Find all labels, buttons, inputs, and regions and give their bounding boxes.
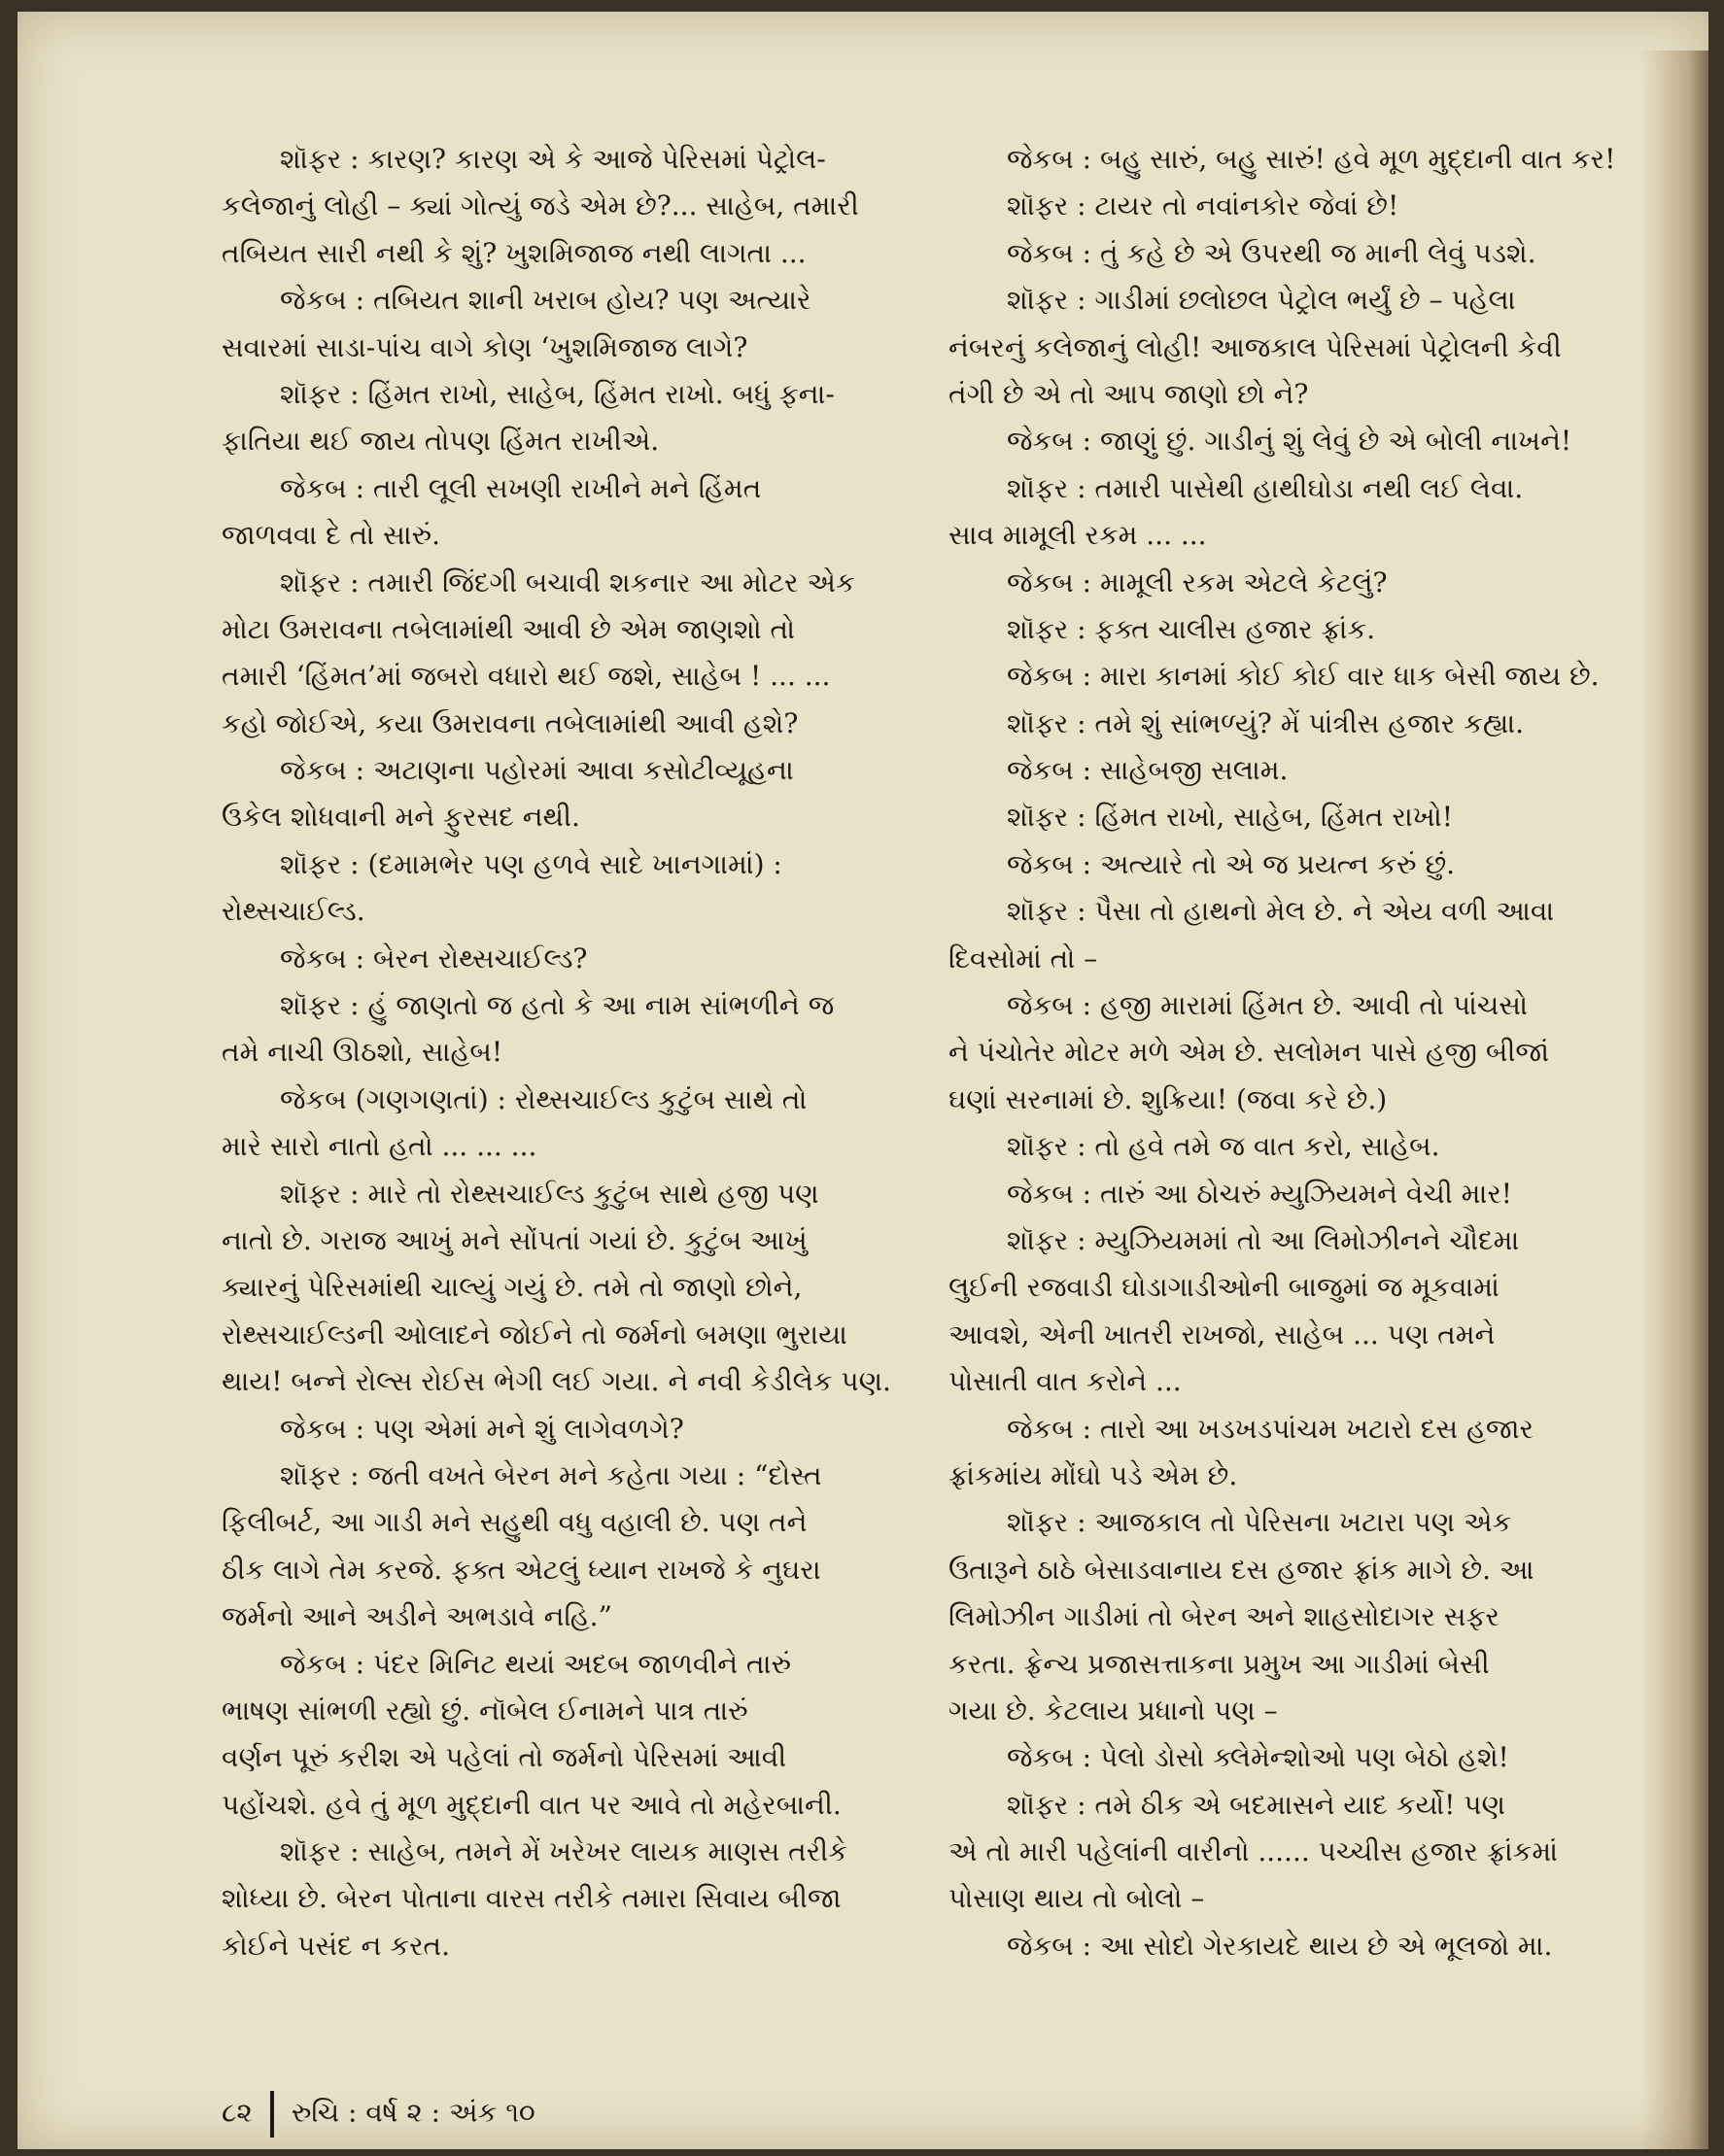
text-line: સાવ મામૂલી રકમ ... ... <box>948 519 1207 552</box>
text-line: ઘણાં સરનામાં છે. શુક્રિયા! (જવા કરે છે.) <box>948 1082 1388 1115</box>
magazine-page <box>17 12 1708 2149</box>
text-line: ઉકેલ શોધવાની મને ફુરસદ નથી. <box>222 801 580 834</box>
text-line: જેકબ : પેલો ડોસો ક્લેમેન્શોઓ પણ બેઠો હશે! <box>1007 1741 1509 1774</box>
text-line: કહો જોઈએ, કયા ઉમરાવના તબેલામાંથી આવી હશે? <box>222 706 799 739</box>
text-line: શૉફર : મ્યુઝિયમમાં તો આ લિમોઝીનને ચૌદમા <box>1007 1223 1520 1256</box>
text-line: ભાષણ સાંભળી રહ્યો છું. નૉબેલ ઈનામને પાત્ર તારું <box>222 1694 748 1727</box>
text-line: શૉફર : પૈસા તો હાથનો મેલ છે. ને એય વળી આવા <box>1007 895 1555 928</box>
text-line: જેકબ : આ સોદો ગેરકાયદે થાય છે એ ભૂલજો મા. <box>1007 1929 1553 1962</box>
footer-divider <box>270 2091 274 2138</box>
text-line: પોસાણ થાય તો બોલો – <box>948 1882 1205 1915</box>
text-line: શૉફર : આજકાલ તો પેરિસના ખટારા પણ એક <box>1007 1506 1512 1539</box>
text-line: રોથ્સચાઈલ્ડ. <box>222 895 365 928</box>
text-line: લિમોઝીન ગાડીમાં તો બેરન અને શાહસોદાગર સફર <box>948 1600 1500 1633</box>
text-line: પોસાતી વાત કરોને ... <box>948 1365 1182 1398</box>
text-line: તમારી ‘હિંમત’માં જબરો વધારો થઈ જશે, સાહેબ ! ... ... <box>222 660 831 693</box>
text-line: રોથ્સચાઈલ્ડની ઓલાદને જોઈને તો જર્મનો બમણા ભુરાયા <box>222 1318 847 1351</box>
text-line: શોધ્યા છે. બેરન પોતાના વારસ તરીકે તમારા સિવાય બીજા <box>222 1882 842 1915</box>
text-line: શૉફર : (દમામભેર પણ હળવે સાદે ખાનગામાં) : <box>280 847 782 880</box>
page-footer <box>222 2091 535 2138</box>
text-line: ને પંચોતેર મોટર મળે એમ છે. સલોમન પાસે હજી બીજાં <box>948 1036 1549 1069</box>
text-line: જેકબ : મામૂલી રકમ એટલે કેટલું? <box>1007 565 1388 599</box>
text-line: શૉફર : ગાડીમાં છલોછલ પેટ્રોલ ભર્યું છે – પહેલા <box>1007 284 1516 317</box>
text-line: જેકબ : તારું આ ઠોચરું મ્યુઝિયમને વેચી માર! <box>1007 1177 1513 1210</box>
text-line: ગયા છે. કેટલાય પ્રધાનો પણ – <box>948 1694 1278 1727</box>
text-line: જેકબ : સાહેબજી સલામ. <box>1007 754 1289 787</box>
magazine-issue: રુચિ : વર્ષ ૨ : અંક ૧૦ <box>291 2096 535 2129</box>
text-line: સવારમાં સાડા-પાંચ વાગે કોણ ‘ખુશમિજાજ લાગે? <box>222 330 748 363</box>
text-line: જેકબ (ગણગણતાં) : રોથ્સચાઈલ્ડ કુટુંબ સાથે તો <box>280 1082 808 1115</box>
text-line: તમે નાચી ઊઠશો, સાહેબ! <box>222 1036 503 1069</box>
text-line: શૉફર : ટાયર તો નવાંનકોર જેવાં છે! <box>1007 189 1399 222</box>
text-line: જેકબ : તું કહે છે એ ઉપરથી જ માની લેવું પડશે. <box>1007 236 1536 269</box>
page-edge-stain <box>1640 51 1708 2149</box>
text-line: ઉતારૂને ઠાઠે બેસાડવાનાય દસ હજાર ફ્રાંક માગે છે. આ <box>948 1553 1534 1586</box>
text-line: આવશે, એની ખાતરી રાખજો, સાહેબ ... પણ તમને <box>948 1318 1496 1351</box>
text-line: લુઈની રજવાડી ઘોડાગાડીઓની બાજુમાં જ મૂકવામાં <box>948 1271 1500 1304</box>
text-line: શૉફર : તમે ઠીક એ બદમાસને યાદ કર્યો! પણ <box>1007 1788 1505 1821</box>
text-line: જેકબ : હજી મારામાં હિંમત છે. આવી તો પાંચસો <box>1007 989 1528 1022</box>
text-line: જેકબ : તારો આ ખડખડપાંચમ ખટારો દસ હજાર <box>1007 1412 1534 1445</box>
text-line: નાતો છે. ગરાજ આખું મને સોંપતાં ગયાં છે. કુટુંબ આખું <box>222 1223 808 1256</box>
text-line: મોટા ઉમરાવના તબેલામાંથી આવી છે એમ જાણશો તો <box>222 612 796 645</box>
text-line: શૉફર : તો હવે તમે જ વાત કરો, સાહેબ. <box>1007 1130 1440 1163</box>
right-column <box>948 136 1619 1969</box>
text-line: શૉફર : જતી વખતે બેરન મને કહેતા ગયા : “દોસ્ત <box>280 1458 822 1491</box>
text-line: દિવસોમાં તો – <box>948 941 1098 975</box>
text-line: શૉફર : હિંમત રાખો, સાહેબ, હિંમત રાખો! <box>1007 801 1453 834</box>
text-line: જેકબ : પણ એમાં મને શું લાગેવળગે? <box>280 1412 684 1445</box>
text-line: ક્યારનું પેરિસમાંથી ચાલ્યું ગયું છે. તમે તો જાણો છોને, <box>222 1271 803 1304</box>
text-line: શૉફર : મારે તો રોથ્સચાઈલ્ડ કુટુંબ સાથે હજી પણ <box>280 1177 819 1210</box>
text-line: એ તો મારી પહેલાંની વારીનો ...... પચ્ચીસ હજાર ફ્રાંકમાં <box>948 1835 1558 1868</box>
text-line: જેકબ : તબિયત શાની ખરાબ હોય? પણ અત્યારે <box>280 284 811 317</box>
text-line: ફ્રાંકમાંય મોંઘો પડે એમ છે. <box>948 1458 1238 1491</box>
text-line: શૉફર : તમે શું સાંભળ્યું? મેં પાંત્રીસ હજાર કહ્યા. <box>1007 706 1524 739</box>
text-line: તંગી છે એ તો આપ જાણો છો ને? <box>948 377 1309 410</box>
text-line: કરતા. ફ્રેન્ચ પ્રજાસત્તાકના પ્રમુખ આ ગાડીમાં બેસી <box>948 1647 1490 1680</box>
text-line: ફિલીબર્ટ, આ ગાડી મને સહુથી વધુ વહાલી છે. પણ તને <box>222 1506 808 1539</box>
text-line: શૉફર : કારણ? કારણ એ કે આજે પેરિસમાં પેટ્રોલ- <box>280 143 826 175</box>
text-line: શૉફર : તમારી જિંદગી બચાવી શકનાર આ મોટર એક <box>280 565 855 599</box>
text-line: ઠીક લાગે તેમ કરજે. ફક્ત એટલું ધ્યાન રાખજે કે નુઘરા <box>222 1553 821 1586</box>
text-line: જેકબ : અત્યારે તો એ જ પ્રયત્ન કરું છું. <box>1007 847 1455 880</box>
text-line: શૉફર : હું જાણતો જ હતો કે આ નામ સાંભળીને જ <box>280 989 835 1022</box>
page-number: ૮૨ <box>222 2096 253 2129</box>
text-line: પહોંચશે. હવે તું મૂળ મુદ્દાની વાત પર આવે તો મહેરબાની. <box>222 1788 842 1821</box>
text-line: જેકબ : તારી લૂલી સખણી રાખીને મને હિંમત <box>280 471 762 504</box>
text-line: થાય! બન્ને રોલ્સ રોઈસ ભેગી લઈ ગયા. ને નવી કેડીલેક પણ. <box>222 1365 891 1398</box>
text-line: વર્ણન પૂરું કરીશ એ પહેલાં તો જર્મનો પેરિસમાં આવી <box>222 1741 787 1774</box>
text-line: જાળવવા દે તો સારું. <box>222 519 441 552</box>
text-line: કોઈને પસંદ ન કરત. <box>222 1929 451 1962</box>
text-line: જેકબ : જાણું છું. ગાડીનું શું લેવું છે એ બોલી નાખને! <box>1007 425 1572 458</box>
text-line: કલેજાનું લોહી – ક્યાં ગોત્યું જડે એમ છે?... સાહેબ, તમારી <box>222 189 859 222</box>
text-line: શૉફર : ફક્ત ચાલીસ હજાર ફ્રાંક. <box>1007 612 1376 645</box>
left-column <box>222 136 892 1969</box>
text-line: જેકબ : બહુ સારું, બહુ સારું! હવે મૂળ મુદ્દાની વાત કર! <box>1007 143 1616 175</box>
text-line: જેકબ : મારા કાનમાં કોઈ કોઈ વાર ધાક બેસી જાય છે. <box>1007 660 1600 693</box>
text-line: નંબરનું કલેજાનું લોહી! આજકાલ પેરિસમાં પેટ્રોલની કેવી <box>948 330 1562 363</box>
text-line: શૉફર : સાહેબ, તમને મેં ખરેખર લાયક માણસ તરીકે <box>280 1835 847 1868</box>
text-line: તબિયત સારી નથી કે શું? ખુશમિજાજ નથી લાગતા ... <box>222 236 807 269</box>
text-line: જેકબ : બેરન રોથ્સચાઈલ્ડ? <box>280 941 588 975</box>
text-line: શૉફર : તમારી પાસેથી હાથીઘોડા નથી લઈ લેવા. <box>1007 471 1524 504</box>
text-line: જેકબ : પંદર મિનિટ થયાં અદબ જાળવીને તારું <box>280 1647 792 1680</box>
text-line: જેકબ : અટાણના પહોરમાં આવા કસોટીવ્યૂહના <box>280 754 794 787</box>
text-line: જર્મનો આને અડીને અભડાવે નહિ.” <box>222 1600 612 1633</box>
text-line: મારે સારો નાતો હતો ... ... ... <box>222 1130 537 1163</box>
text-line: ફાતિયા થઈ જાય તોપણ હિંમત રાખીએ. <box>222 425 660 458</box>
text-line: શૉફર : હિંમત રાખો, સાહેબ, હિંમત રાખો. બધું ફના- <box>280 377 835 410</box>
